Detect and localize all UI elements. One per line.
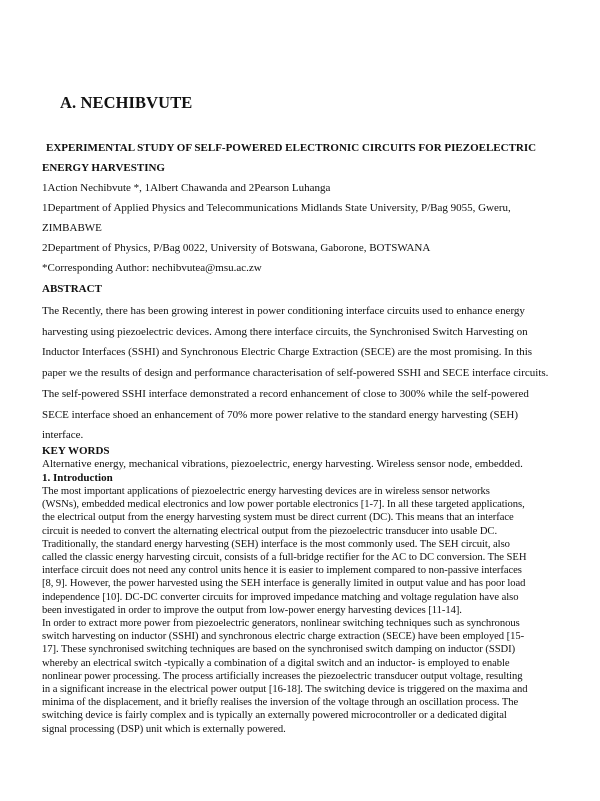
abstract-line: Inductor Interfaces (SSHI) and Synchronous Electric Charge Extraction (SECE) are the most promising. In this bbox=[42, 346, 533, 359]
abstract-line: The self-powered SSHI interface demonstrated a record enhancement of close to 300% while the self-powered bbox=[42, 387, 529, 400]
corresponding-author: *Corresponding Author: nechibvutea@msu.ac.zw bbox=[42, 262, 262, 274]
introduction-line: the electrical output from the energy harvesting system must be direct current (DC). This means that an interface bbox=[42, 512, 514, 524]
introduction-line: nonlinear power processing. The process artificially increases the piezoelectric transducer output voltage, resulting bbox=[42, 670, 523, 682]
introduction-line: been investigated in order to improve the output from low-power energy harvesting devices [11-14]. bbox=[42, 604, 462, 616]
introduction-line: signal processing (DSP) unit which is externally powered. bbox=[42, 723, 286, 735]
introduction-line: switching device is fairly complex and is typically an externally powered microcontroller or a dedicated digital bbox=[42, 710, 507, 722]
abstract-line: interface. bbox=[42, 429, 84, 442]
introduction-line: 17]. These synchronised switching techniques are based on the synchronised switch damping on inductor (SSDI) bbox=[42, 644, 516, 656]
introduction-heading: 1. Introduction bbox=[42, 472, 113, 484]
affiliation-1 bbox=[42, 198, 582, 238]
keywords-heading: KEY WORDS bbox=[42, 445, 110, 457]
affiliation-2: 2Department of Physics, P/Bag 0022, University of Botswana, Gaborone, BOTSWANA bbox=[42, 242, 431, 254]
introduction-line: in a significant increase in the electrical power output [16-18]. The switching device is triggered on the maxima and bbox=[42, 684, 528, 696]
paper-title bbox=[42, 138, 582, 178]
introduction-body bbox=[42, 485, 587, 736]
introduction-line: Traditionally, the standard energy harvesting (SEH) interface is the most commonly used. The SEH circuit, also bbox=[42, 538, 510, 550]
author-list: 1Action Nechibvute *, 1Albert Chawanda and 2Pearson Luhanga bbox=[42, 182, 331, 194]
introduction-line: The most important applications of piezoelectric energy harvesting devices are in wireless sensor networks bbox=[42, 486, 490, 497]
introduction-line: interface circuit does not need any control units hence it is easier to implement compared to non-passive interfaces bbox=[42, 565, 522, 577]
introduction-line: circuit is needed to convert the alternating electrical output from the piezoelectric transducer into usable DC. bbox=[42, 525, 498, 537]
running-header-author: A. NECHIBVUTE bbox=[60, 93, 193, 112]
abstract-line: The Recently, there has been growing interest in power conditioning interface circuits used to enhance energy bbox=[42, 305, 525, 317]
introduction-line: called the classic energy harvesting circuit, consists of a full-bridge rectifier for the AC to DC conversion. The SEH bbox=[42, 552, 527, 564]
introduction-line: switch harvesting on inductor (SSHI) and synchronous electric charge extraction (SECE) have been employed [15- bbox=[42, 631, 525, 643]
paper-title-line: EXPERIMENTAL STUDY OF SELF-POWERED ELECTRONIC CIRCUITS FOR PIEZOELECTRIC bbox=[46, 142, 537, 154]
abstract-line: paper we the results of design and performance characterisation of self-powered SSHI and SECE interface circuits. bbox=[42, 367, 549, 380]
introduction-line: whereby an electrical switch -typically a combination of a digital switch and an inductor- is employed to enable bbox=[42, 657, 510, 669]
abstract-body bbox=[42, 301, 582, 446]
affiliation-line: ZIMBABWE bbox=[42, 222, 102, 234]
abstract-line: harvesting using piezoelectric devices. Among there interface circuits, the Synchronised Switch Harvesting on bbox=[42, 325, 528, 338]
paper-title-line: ENERGY HARVESTING bbox=[42, 162, 165, 174]
affiliation-line: 1Department of Applied Physics and Telecommunications Midlands State University, P/Bag 9055, Gweru, bbox=[42, 202, 511, 214]
abstract-line: SECE interface shoed an enhancement of 70% more power relative to the standard energy harvesting (SEH) bbox=[42, 408, 518, 421]
keywords-text: Alternative energy, mechanical vibrations, piezoelectric, energy harvesting. Wireless sensor node, embedded. bbox=[42, 458, 523, 470]
introduction-line: (WSNs), embedded medical electronics and low power portable electronics [1-7]. In all these targeted applications, bbox=[42, 499, 525, 511]
introduction-line: minima of the displacement, and it briefly realises the inversion of the voltage through an oscillation process. The bbox=[42, 697, 519, 709]
introduction-line: [8, 9]. However, the power harvested using the SEH interface is generally limited in output value and has poor load bbox=[42, 578, 526, 590]
introduction-line: independence [10]. DC-DC converter circuits for improved impedance matching and voltage regulation have also bbox=[42, 591, 519, 603]
introduction-line: In order to extract more power from piezoelectric generators, nonlinear switching techniques such as synchronous bbox=[42, 618, 520, 630]
abstract-heading: ABSTRACT bbox=[42, 283, 102, 295]
